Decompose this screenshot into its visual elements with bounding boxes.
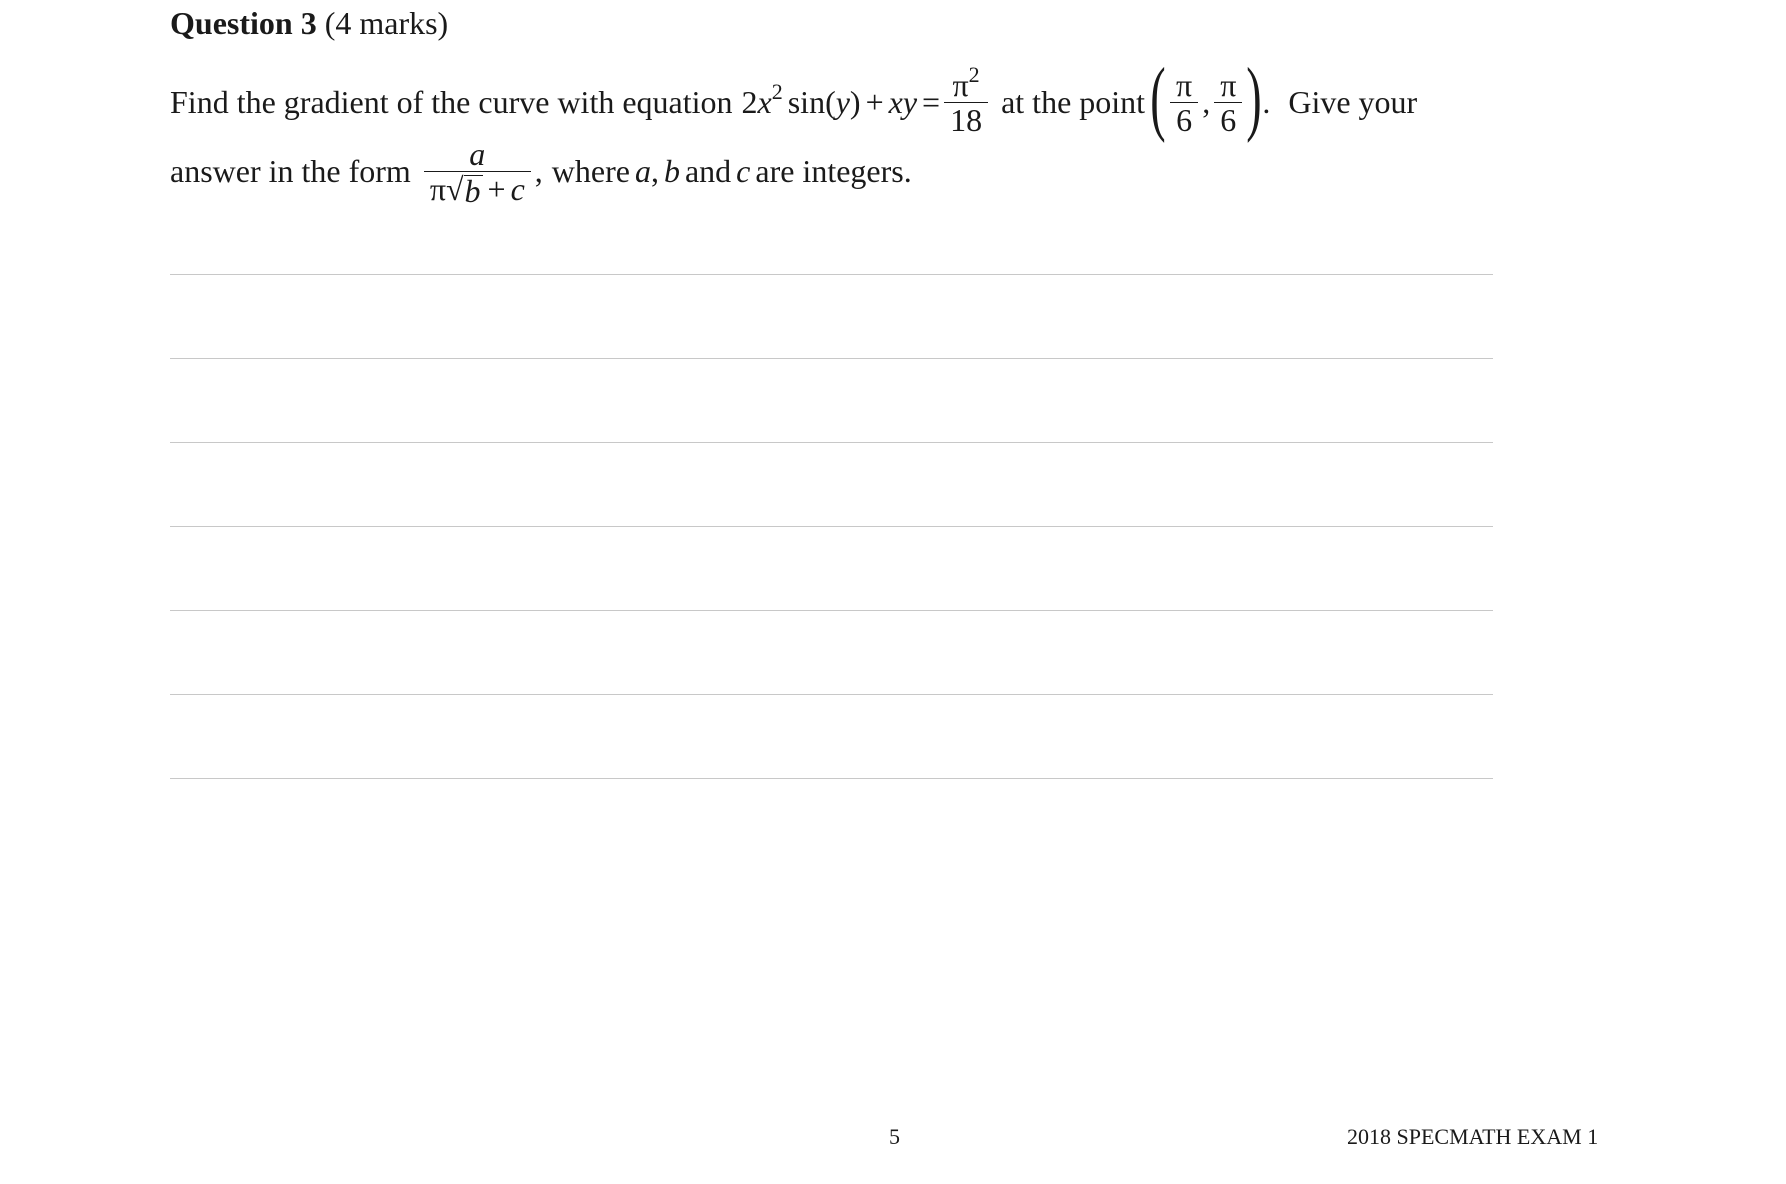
square-root: √ b xyxy=(445,170,481,209)
intro-text: Find the gradient of the curve with equation xyxy=(170,83,733,120)
fraction-pi-squared-over-18: $\frac{\pi^2}{18}$ xyxy=(944,68,988,137)
question-title: Question 3 xyxy=(170,5,317,41)
give-your-text: Give your xyxy=(1288,83,1418,120)
answer-line xyxy=(170,694,1493,695)
answer-line xyxy=(170,358,1493,359)
page-number: 5 xyxy=(889,1124,900,1149)
answer-line xyxy=(170,778,1493,779)
fraction-pi-over-6: $\frac{\pi}{6}$ xyxy=(1214,68,1242,137)
answer-form-fraction: a π √ b + c xyxy=(424,137,531,206)
exam-footer: 2018 SPECMATH EXAM 1 xyxy=(1347,1124,1599,1149)
fraction-pi-over-6: $\frac{\pi}{6}$ xyxy=(1170,68,1198,137)
answer-line xyxy=(170,274,1493,275)
question-line-1: Find the gradient of the curve with equation $2x^2$ sin(y) + xy = $\frac{\pi^2}{18}$ at the point ( $\frac{\pi}{6}$ , $\frac{\pi}{6}$ ) . Give your xyxy=(170,51,1418,144)
question-heading xyxy=(170,3,448,43)
point-coordinates: ( $\frac{\pi}{6}$ , $\frac{\pi}{6}$ ) xyxy=(1150,51,1263,144)
question-marks: (4 marks) xyxy=(324,5,449,41)
question-line-2: answer in the form a π √ b + c , where a , b and c are integers. xyxy=(170,135,912,209)
answer-line xyxy=(170,442,1493,443)
answer-line xyxy=(170,526,1493,527)
equation: $2x^2$ sin(y) + xy = xyxy=(741,78,941,120)
at-the-point-text: at the point xyxy=(1001,83,1146,120)
answer-form-text: answer in the form xyxy=(170,152,411,189)
answer-line xyxy=(170,610,1493,611)
